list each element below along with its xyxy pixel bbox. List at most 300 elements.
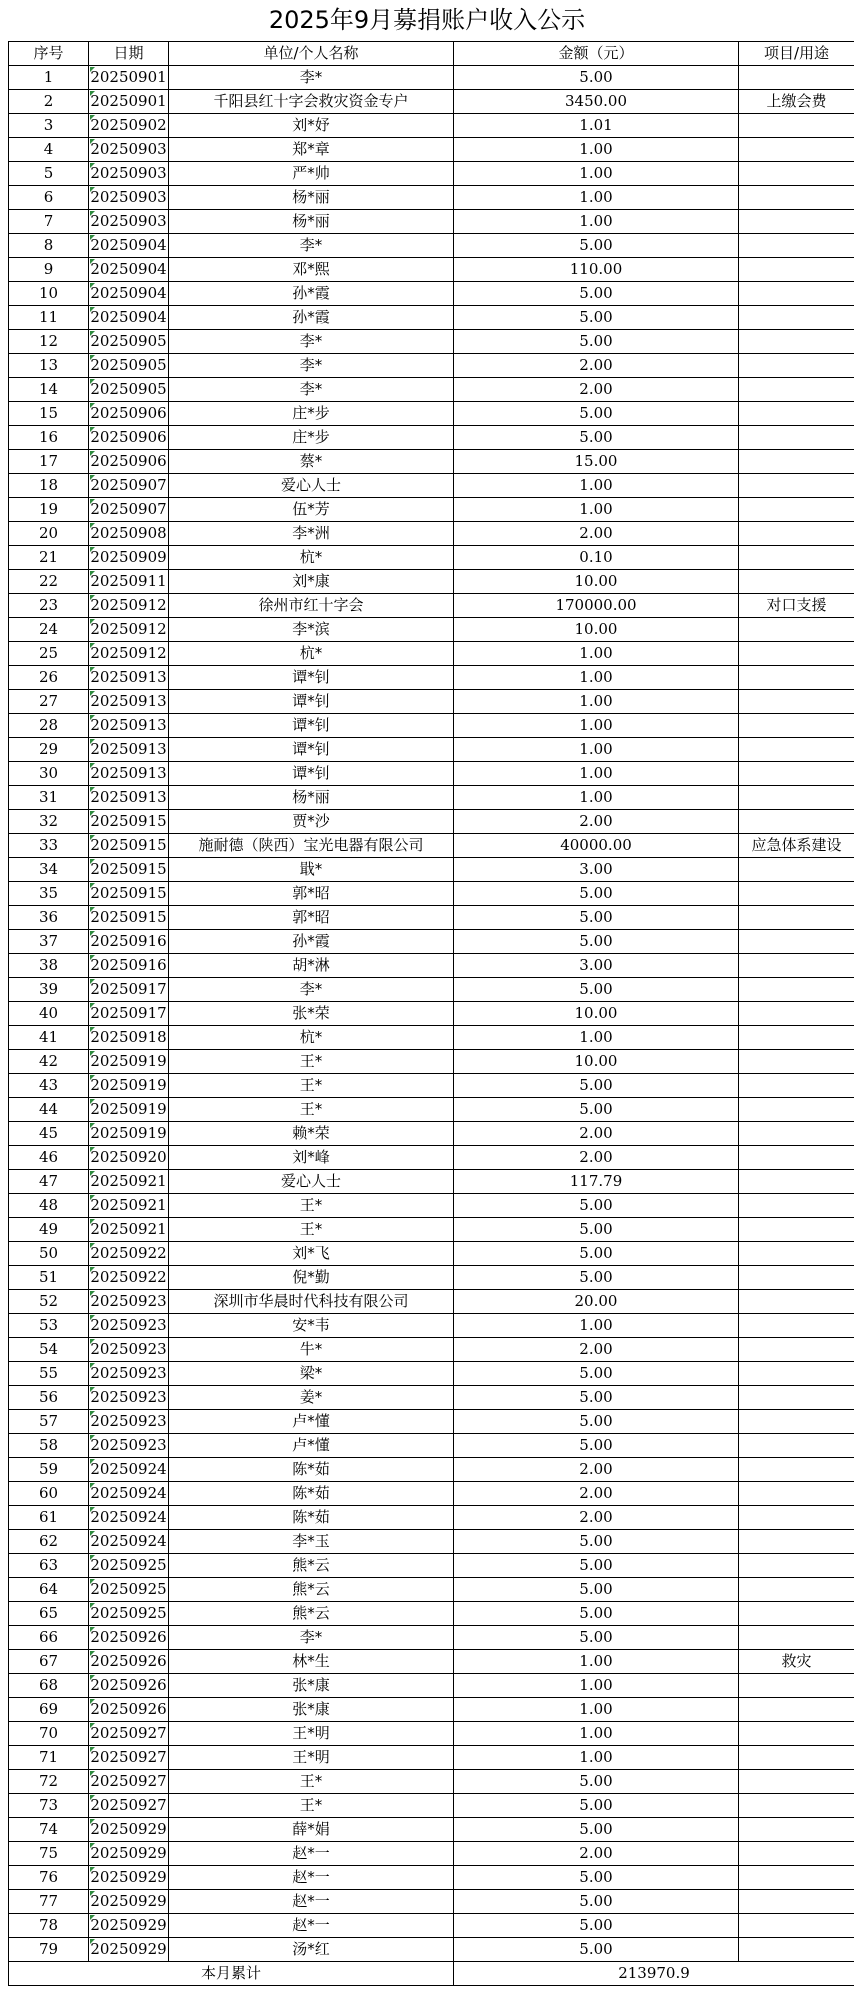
row-donor-name: 孙*霞 (169, 282, 454, 306)
table-row (9, 570, 854, 594)
table-row (9, 402, 854, 426)
row-purpose (739, 930, 854, 954)
row-donor-name: 贾*沙 (169, 810, 454, 834)
row-amount: 2.00 (454, 354, 739, 378)
table-row (9, 1098, 854, 1122)
table-row (9, 138, 854, 162)
row-number: 18 (9, 474, 89, 498)
row-purpose (739, 114, 854, 138)
row-date: 20250905 (89, 378, 169, 402)
row-donor-name: 林*生 (169, 1650, 454, 1674)
row-amount: 5.00 (454, 1794, 739, 1818)
row-purpose (739, 618, 854, 642)
row-amount: 5.00 (454, 234, 739, 258)
row-purpose (739, 378, 854, 402)
row-number: 68 (9, 1674, 89, 1698)
row-amount: 1.00 (454, 498, 739, 522)
row-purpose (739, 1074, 854, 1098)
row-number: 62 (9, 1530, 89, 1554)
row-amount: 5.00 (454, 426, 739, 450)
row-purpose (739, 642, 854, 666)
row-date: 20250919 (89, 1122, 169, 1146)
table-row (9, 1050, 854, 1074)
row-date: 20250904 (89, 258, 169, 282)
row-donor-name: 王* (169, 1098, 454, 1122)
row-donor-name: 李* (169, 354, 454, 378)
row-number: 74 (9, 1818, 89, 1842)
row-date: 20250912 (89, 594, 169, 618)
row-amount: 1.00 (454, 1746, 739, 1770)
row-date: 20250911 (89, 570, 169, 594)
row-number: 31 (9, 786, 89, 810)
row-purpose (739, 1386, 854, 1410)
row-date: 20250926 (89, 1674, 169, 1698)
table-row (9, 594, 854, 618)
row-amount: 1.00 (454, 138, 739, 162)
row-amount: 20.00 (454, 1290, 739, 1314)
row-date: 20250923 (89, 1290, 169, 1314)
row-amount: 1.00 (454, 1650, 739, 1674)
row-donor-name: 杨*丽 (169, 210, 454, 234)
row-number: 19 (9, 498, 89, 522)
row-date: 20250906 (89, 426, 169, 450)
row-date: 20250908 (89, 522, 169, 546)
row-donor-name: 熊*云 (169, 1578, 454, 1602)
row-date: 20250913 (89, 762, 169, 786)
row-date: 20250905 (89, 330, 169, 354)
table-row (9, 1458, 854, 1482)
row-amount: 5.00 (454, 1890, 739, 1914)
row-amount: 1.00 (454, 666, 739, 690)
row-purpose (739, 1458, 854, 1482)
col-header-purpose: 项目/用途 (739, 42, 854, 66)
row-amount: 2.00 (454, 1122, 739, 1146)
row-donor-name: 刘*康 (169, 570, 454, 594)
row-amount: 5.00 (454, 330, 739, 354)
row-purpose (739, 1410, 854, 1434)
row-amount: 5.00 (454, 1866, 739, 1890)
row-number: 60 (9, 1482, 89, 1506)
table-row (9, 1026, 854, 1050)
table-row (9, 1770, 854, 1794)
row-amount: 1.00 (454, 186, 739, 210)
row-date: 20250929 (89, 1842, 169, 1866)
table-row (9, 234, 854, 258)
row-date: 20250929 (89, 1938, 169, 1962)
row-amount: 1.00 (454, 1698, 739, 1722)
row-amount: 1.00 (454, 690, 739, 714)
row-number: 34 (9, 858, 89, 882)
table-row (9, 1146, 854, 1170)
row-number: 59 (9, 1458, 89, 1482)
row-purpose (739, 1434, 854, 1458)
row-purpose (739, 1050, 854, 1074)
row-number: 50 (9, 1242, 89, 1266)
row-number: 44 (9, 1098, 89, 1122)
row-donor-name: 牛* (169, 1338, 454, 1362)
row-date: 20250903 (89, 210, 169, 234)
row-number: 51 (9, 1266, 89, 1290)
row-number: 8 (9, 234, 89, 258)
row-amount: 5.00 (454, 1626, 739, 1650)
row-date: 20250919 (89, 1074, 169, 1098)
row-donor-name: 王*明 (169, 1722, 454, 1746)
row-purpose (739, 1314, 854, 1338)
row-date: 20250917 (89, 978, 169, 1002)
table-row (9, 930, 854, 954)
row-amount: 5.00 (454, 1602, 739, 1626)
row-number: 47 (9, 1170, 89, 1194)
row-donor-name: 王* (169, 1794, 454, 1818)
row-date: 20250903 (89, 162, 169, 186)
row-purpose (739, 1026, 854, 1050)
row-date: 20250918 (89, 1026, 169, 1050)
table-row (9, 1866, 854, 1890)
row-date: 20250907 (89, 474, 169, 498)
table-row (9, 1578, 854, 1602)
row-amount: 5.00 (454, 306, 739, 330)
row-donor-name: 汤*红 (169, 1938, 454, 1962)
table-row (9, 1074, 854, 1098)
row-purpose (739, 306, 854, 330)
row-date: 20250924 (89, 1482, 169, 1506)
row-donor-name: 安*韦 (169, 1314, 454, 1338)
row-date: 20250921 (89, 1218, 169, 1242)
row-number: 49 (9, 1218, 89, 1242)
row-amount: 2.00 (454, 1482, 739, 1506)
row-purpose (739, 522, 854, 546)
row-date: 20250907 (89, 498, 169, 522)
table-row (9, 666, 854, 690)
table-row (9, 1674, 854, 1698)
row-amount: 1.00 (454, 762, 739, 786)
row-date: 20250913 (89, 786, 169, 810)
row-donor-name: 王* (169, 1770, 454, 1794)
row-number: 36 (9, 906, 89, 930)
row-purpose (739, 1746, 854, 1770)
col-header-name: 单位/个人名称 (169, 42, 454, 66)
row-donor-name: 赵*一 (169, 1842, 454, 1866)
row-donor-name: 孙*霞 (169, 930, 454, 954)
row-number: 32 (9, 810, 89, 834)
row-amount: 5.00 (454, 1242, 739, 1266)
row-number: 56 (9, 1386, 89, 1410)
row-donor-name: 谭*钊 (169, 666, 454, 690)
row-date: 20250924 (89, 1530, 169, 1554)
row-amount: 10.00 (454, 570, 739, 594)
row-number: 61 (9, 1506, 89, 1530)
table-row (9, 450, 854, 474)
table-row (9, 810, 854, 834)
row-date: 20250919 (89, 1098, 169, 1122)
row-amount: 5.00 (454, 1554, 739, 1578)
row-number: 79 (9, 1938, 89, 1962)
row-date: 20250921 (89, 1170, 169, 1194)
row-date: 20250926 (89, 1626, 169, 1650)
row-purpose (739, 282, 854, 306)
row-amount: 10.00 (454, 1050, 739, 1074)
row-donor-name: 施耐德（陕西）宝光电器有限公司 (169, 834, 454, 858)
row-date: 20250929 (89, 1866, 169, 1890)
row-amount: 5.00 (454, 1530, 739, 1554)
table-row (9, 1266, 854, 1290)
row-purpose (739, 570, 854, 594)
row-donor-name: 赵*一 (169, 1890, 454, 1914)
row-number: 13 (9, 354, 89, 378)
row-amount: 1.00 (454, 1674, 739, 1698)
row-amount: 3450.00 (454, 90, 739, 114)
row-amount: 2.00 (454, 522, 739, 546)
row-number: 12 (9, 330, 89, 354)
table-row (9, 426, 854, 450)
table-row (9, 1554, 854, 1578)
row-purpose (739, 1938, 854, 1962)
row-donor-name: 薛*娟 (169, 1818, 454, 1842)
row-amount: 3.00 (454, 954, 739, 978)
row-date: 20250922 (89, 1266, 169, 1290)
table-row (9, 474, 854, 498)
row-date: 20250913 (89, 738, 169, 762)
row-amount: 5.00 (454, 282, 739, 306)
row-donor-name: 杭* (169, 546, 454, 570)
row-number: 53 (9, 1314, 89, 1338)
row-donor-name: 谭*钊 (169, 762, 454, 786)
row-number: 43 (9, 1074, 89, 1098)
total-label: 本月累计 (9, 1962, 454, 1986)
table-row (9, 978, 854, 1002)
row-purpose (739, 1674, 854, 1698)
row-purpose (739, 66, 854, 90)
row-purpose: 对口支援 (739, 594, 854, 618)
row-date: 20250926 (89, 1698, 169, 1722)
row-date: 20250906 (89, 450, 169, 474)
row-purpose (739, 1698, 854, 1722)
row-date: 20250901 (89, 66, 169, 90)
row-amount: 5.00 (454, 1818, 739, 1842)
row-number: 9 (9, 258, 89, 282)
row-number: 7 (9, 210, 89, 234)
row-donor-name: 李* (169, 330, 454, 354)
table-row (9, 546, 854, 570)
table-row (9, 1362, 854, 1386)
row-date: 20250923 (89, 1362, 169, 1386)
row-number: 25 (9, 642, 89, 666)
row-donor-name: 王* (169, 1194, 454, 1218)
row-number: 2 (9, 90, 89, 114)
table-row (9, 1002, 854, 1026)
row-date: 20250915 (89, 906, 169, 930)
row-date: 20250929 (89, 1818, 169, 1842)
row-number: 23 (9, 594, 89, 618)
row-purpose (739, 1890, 854, 1914)
row-number: 73 (9, 1794, 89, 1818)
row-amount: 1.00 (454, 474, 739, 498)
table-row (9, 1314, 854, 1338)
table-row (9, 282, 854, 306)
row-number: 26 (9, 666, 89, 690)
row-date: 20250926 (89, 1650, 169, 1674)
row-date: 20250906 (89, 402, 169, 426)
row-date: 20250917 (89, 1002, 169, 1026)
row-donor-name: 卢*懂 (169, 1410, 454, 1434)
row-purpose (739, 1146, 854, 1170)
row-number: 22 (9, 570, 89, 594)
table-row (9, 66, 854, 90)
table-row (9, 1218, 854, 1242)
row-purpose (739, 882, 854, 906)
col-header-date: 日期 (89, 42, 169, 66)
table-row (9, 114, 854, 138)
row-number: 77 (9, 1890, 89, 1914)
row-number: 20 (9, 522, 89, 546)
row-purpose (739, 1338, 854, 1362)
row-donor-name: 张*荣 (169, 1002, 454, 1026)
row-donor-name: 张*康 (169, 1698, 454, 1722)
row-purpose (739, 546, 854, 570)
row-purpose (739, 786, 854, 810)
row-date: 20250923 (89, 1386, 169, 1410)
row-amount: 5.00 (454, 1194, 739, 1218)
row-amount: 1.00 (454, 1722, 739, 1746)
table-row (9, 1914, 854, 1938)
table-row (9, 1506, 854, 1530)
row-date: 20250912 (89, 642, 169, 666)
row-number: 54 (9, 1338, 89, 1362)
row-donor-name: 郑*章 (169, 138, 454, 162)
table-row (9, 1434, 854, 1458)
table-row (9, 1818, 854, 1842)
row-number: 27 (9, 690, 89, 714)
table-row (9, 378, 854, 402)
table-row (9, 1698, 854, 1722)
row-amount: 10.00 (454, 618, 739, 642)
row-number: 3 (9, 114, 89, 138)
row-number: 72 (9, 1770, 89, 1794)
row-date: 20250920 (89, 1146, 169, 1170)
row-date: 20250927 (89, 1770, 169, 1794)
row-purpose (739, 354, 854, 378)
row-amount: 117.79 (454, 1170, 739, 1194)
row-donor-name: 爱心人士 (169, 474, 454, 498)
row-number: 46 (9, 1146, 89, 1170)
row-date: 20250901 (89, 90, 169, 114)
row-number: 38 (9, 954, 89, 978)
row-purpose (739, 738, 854, 762)
row-purpose (739, 954, 854, 978)
row-number: 16 (9, 426, 89, 450)
row-purpose (739, 858, 854, 882)
table-row (9, 1386, 854, 1410)
table-row (9, 786, 854, 810)
donation-table (8, 41, 854, 1986)
row-number: 63 (9, 1554, 89, 1578)
row-purpose (739, 1554, 854, 1578)
row-amount: 5.00 (454, 1578, 739, 1602)
table-row (9, 834, 854, 858)
row-number: 78 (9, 1914, 89, 1938)
row-donor-name: 李*滨 (169, 618, 454, 642)
row-amount: 5.00 (454, 906, 739, 930)
row-purpose (739, 906, 854, 930)
row-amount: 1.01 (454, 114, 739, 138)
table-row (9, 954, 854, 978)
row-amount: 1.00 (454, 714, 739, 738)
row-amount: 1.00 (454, 786, 739, 810)
row-date: 20250927 (89, 1722, 169, 1746)
row-donor-name: 姜* (169, 1386, 454, 1410)
row-number: 6 (9, 186, 89, 210)
row-purpose (739, 1218, 854, 1242)
row-purpose: 上缴会费 (739, 90, 854, 114)
row-purpose (739, 1818, 854, 1842)
row-purpose (739, 1098, 854, 1122)
table-row (9, 1746, 854, 1770)
row-donor-name: 赵*一 (169, 1866, 454, 1890)
row-purpose (739, 1578, 854, 1602)
row-purpose (739, 1002, 854, 1026)
row-donor-name: 张*康 (169, 1674, 454, 1698)
row-purpose (739, 1362, 854, 1386)
row-purpose (739, 138, 854, 162)
row-amount: 5.00 (454, 66, 739, 90)
row-date: 20250925 (89, 1602, 169, 1626)
row-donor-name: 王*明 (169, 1746, 454, 1770)
row-amount: 5.00 (454, 1410, 739, 1434)
row-purpose (739, 498, 854, 522)
row-donor-name: 杨*丽 (169, 186, 454, 210)
table-row (9, 690, 854, 714)
row-donor-name: 李* (169, 978, 454, 1002)
row-number: 5 (9, 162, 89, 186)
row-donor-name: 熊*云 (169, 1602, 454, 1626)
row-amount: 2.00 (454, 1146, 739, 1170)
row-amount: 5.00 (454, 1938, 739, 1962)
row-amount: 40000.00 (454, 834, 739, 858)
table-row (9, 1890, 854, 1914)
row-date: 20250913 (89, 666, 169, 690)
row-donor-name: 徐州市红十字会 (169, 594, 454, 618)
row-date: 20250913 (89, 690, 169, 714)
table-row (9, 762, 854, 786)
row-number: 41 (9, 1026, 89, 1050)
row-amount: 5.00 (454, 1386, 739, 1410)
row-number: 15 (9, 402, 89, 426)
row-donor-name: 戢* (169, 858, 454, 882)
row-amount: 1.00 (454, 1314, 739, 1338)
row-purpose (739, 1242, 854, 1266)
row-donor-name: 庄*步 (169, 402, 454, 426)
row-donor-name: 李* (169, 378, 454, 402)
total-value: 213970.9 (454, 1962, 854, 1986)
row-purpose (739, 1290, 854, 1314)
row-number: 4 (9, 138, 89, 162)
row-date: 20250919 (89, 1050, 169, 1074)
row-number: 76 (9, 1866, 89, 1890)
row-number: 40 (9, 1002, 89, 1026)
table-row (9, 1242, 854, 1266)
table-row (9, 1938, 854, 1962)
row-date: 20250905 (89, 354, 169, 378)
row-donor-name: 蔡* (169, 450, 454, 474)
row-amount: 5.00 (454, 402, 739, 426)
row-donor-name: 郭*昭 (169, 906, 454, 930)
table-row (9, 1410, 854, 1434)
row-donor-name: 王* (169, 1074, 454, 1098)
table-row (9, 1122, 854, 1146)
row-date: 20250927 (89, 1794, 169, 1818)
row-purpose (739, 978, 854, 1002)
row-date: 20250923 (89, 1410, 169, 1434)
